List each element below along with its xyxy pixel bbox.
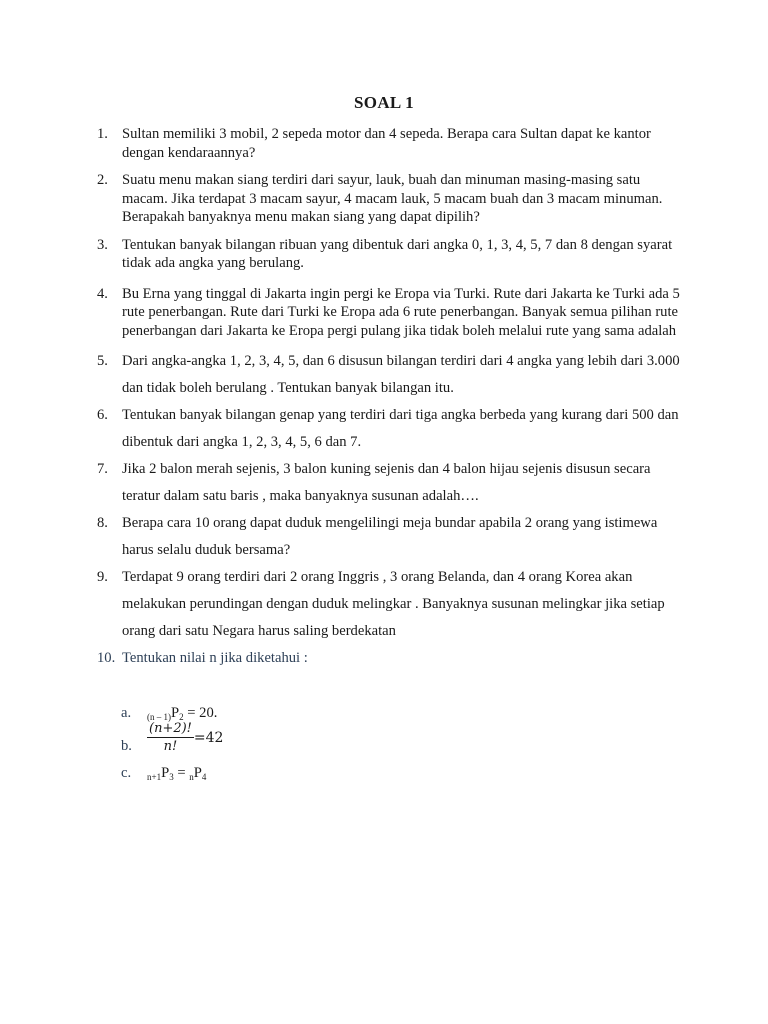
question-number: 5. [97,353,108,369]
question-3 [97,236,687,273]
question-number: 2. [97,172,108,188]
question-2 [97,171,687,227]
subitem-letter: b. [121,738,132,754]
question-text: Jika 2 balon merah sejenis, 3 balon kuning sejenis dan 4 balon hijau sejenis disusun secara teratur dalam satu baris , maka banyaknya susunan adalah…. [122,461,651,504]
question-number: 3. [97,236,108,253]
question-text: Terdapat 9 orang terdiri dari 2 orang Inggris , 3 orang Belanda, dan 4 orang Korea akan melakukan perundingan dengan duduk melingkar . Banyaknya susunan melingkar jika setiap orang dari satu Negara harus saling berdekatan [122,569,665,639]
permutation-symbol: P [193,765,202,781]
question-text: Dari angka-angka 1, 2, 3, 4, 5, dan 6 disusun bilangan terdiri dari 4 angka yang lebih dari 3.000 dan tidak boleh berulang . Tentukan banyak bilangan itu. [122,353,680,396]
permutation-symbol: P [161,765,170,781]
subitem-letter: c. [121,765,132,781]
question-1 [97,125,687,162]
permutation-subscript: 4 [201,772,207,782]
question-9 [97,564,687,645]
question-number: 10. [97,650,116,666]
question-text: Berapa cara 10 orang dapat duduk mengelilingi meja bundar apabila 2 orang yang istimewa harus selalu duduk bersama? [122,515,658,558]
subitem-a-expression [147,705,217,722]
question-number: 1. [97,126,108,142]
question-number: 6. [97,407,108,423]
subitem-b-expression [147,721,223,754]
question-text: Tentukan banyak bilangan ribuan yang dibentuk dari angka 0, 1, 3, 4, 5, 7 dan 8 dengan syarat tidak ada angka yang berulang. [122,236,673,271]
question-number: 9. [97,569,108,585]
equals-sign: = [173,765,190,781]
question-6 [97,402,687,456]
subitem-c-expression [147,765,206,782]
permutation-prefix: n [189,772,194,782]
subitem-letter: a. [121,705,132,721]
permutation-subscript: 3 [169,772,174,782]
question-4 [97,285,687,341]
question-text: Bu Erna yang tinggal di Jakarta ingin pergi ke Eropa via Turki. Rute dari Jakarta ke Turki ada 5 rute penerbangan. Rute dari Turki ke Eropa ada 6 rute penerbangan. Banyak semua pilihan rute penerbangan dari Jakarta ke Eropa pergi pulang jika tidak boleh melalui rute yang sama adalah [122,285,680,339]
question-list [97,125,687,672]
fraction-numerator: (n+2)! [149,721,192,736]
question-number: 8. [97,515,108,531]
permutation-symbol: P [171,705,180,721]
fraction [147,721,194,754]
page-title: SOAL 1 [354,93,414,112]
permutation-prefix: n+1 [147,772,162,782]
question-number: 4. [97,285,108,302]
permutation-prefix: (n – 1) [147,712,171,722]
fraction-denominator: n! [163,739,178,754]
equation-rest: =42 [193,729,224,746]
question-text: Tentukan nilai n jika diketahui : [122,650,308,666]
permutation-subscript: 2 [179,712,184,722]
question-7 [97,456,687,510]
question-5 [97,348,687,402]
question-10 [97,645,687,672]
question-text: Suatu menu makan siang terdiri dari sayur, lauk, buah dan minuman masing-masing satu macam. Jika terdapat 3 macam sayur, 4 macam lauk, 5 macam buah dan 3 macam minuman. Berapakah banyaknya menu makan siang yang dapat dipilih? [122,172,663,225]
equation-rest: = 20. [183,705,218,721]
question-8 [97,510,687,564]
question-text: Tentukan banyak bilangan genap yang terdiri dari tiga angka berbeda yang kurang dari 500 dan dibentuk dari angka 1, 2, 3, 4, 5, 6 dan 7. [122,407,679,450]
question-number: 7. [97,461,108,477]
question-text: Sultan memiliki 3 mobil, 2 sepeda motor dan 4 sepeda. Berapa cara Sultan dapat ke kantor dengan kendaraannya? [122,126,651,161]
